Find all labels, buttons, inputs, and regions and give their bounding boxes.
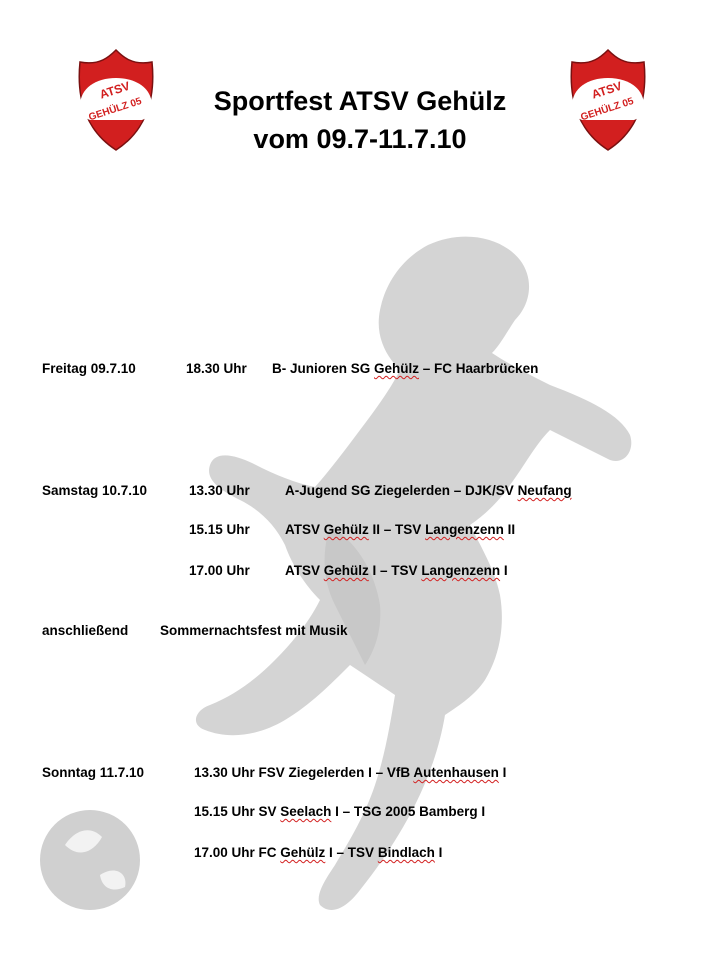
page-title — [150, 82, 570, 158]
saturday-day: Samstag 10.7.10 — [42, 483, 148, 498]
saturday-match-2 — [285, 522, 515, 537]
logo-text-line1: ATSV — [97, 78, 132, 102]
match-text: II — [503, 522, 516, 537]
sunday-match-3 — [194, 845, 442, 860]
saturday-match-1 — [285, 483, 572, 498]
saturday-time-1: 13.30 Uhr — [189, 483, 250, 498]
title-text: Sportfest ATSV Gehülz — [213, 86, 507, 116]
match-text: ATSV — [285, 522, 324, 537]
match-text: I — [500, 563, 508, 578]
logo-text-line2: GEHÜLZ 05 — [579, 95, 636, 124]
match-text: ATSV — [285, 563, 324, 578]
team-name: Autenhausen — [413, 765, 499, 780]
match-text: 15.15 Uhr SV — [194, 804, 281, 819]
match-text: 13.30 Uhr FSV Ziegelerden I – VfB — [194, 765, 414, 780]
friday-time: 18.30 Uhr — [186, 361, 247, 376]
friday-day: Freitag 09.7.10 — [42, 361, 136, 376]
match-text: 17.00 Uhr FC — [194, 845, 281, 860]
club-logo-right — [566, 48, 650, 152]
club-logo-left — [74, 48, 158, 152]
match-text: I — [434, 845, 443, 860]
team-name: Neufang — [517, 483, 572, 498]
match-text: B- Junioren SG — [272, 361, 375, 376]
team-name: Bindlach — [377, 845, 435, 860]
team-name: Langenzenn — [425, 522, 504, 537]
title-line-1 — [150, 82, 570, 120]
logo-text-line2: GEHÜLZ 05 — [87, 95, 144, 124]
match-text: – FC Haarbrücken — [419, 361, 539, 376]
friday-match — [272, 361, 538, 376]
match-text: A-Jugend SG Ziegelerden – DJK/SV — [285, 483, 518, 498]
logo-text-line1: ATSV — [589, 78, 624, 102]
saturday-time-3: 17.00 Uhr — [189, 563, 250, 578]
saturday-match-3 — [285, 563, 508, 578]
team-name: Gehülz — [323, 563, 369, 578]
match-text: I – TSV — [368, 563, 422, 578]
sunday-day: Sonntag 11.7.10 — [42, 765, 145, 780]
match-text: II – TSV — [368, 522, 426, 537]
afterwards-lead: anschließend — [42, 623, 129, 638]
team-name: Gehülz — [374, 361, 420, 376]
match-text: I — [498, 765, 507, 780]
team-name: Seelach — [280, 804, 332, 819]
team-name: Gehülz — [280, 845, 326, 860]
saturday-time-2: 15.15 Uhr — [189, 522, 250, 537]
sunday-match-2 — [194, 804, 485, 819]
match-text: I – TSG 2005 Bamberg I — [331, 804, 486, 819]
team-name: Langenzenn — [421, 563, 501, 578]
team-name: Gehülz — [323, 522, 369, 537]
afterwards-text: Sommernachtsfest mit Musik — [160, 623, 348, 638]
title-line-2: vom 09.7-11.7.10 — [253, 124, 467, 154]
match-text: I – TSV — [325, 845, 378, 860]
sunday-match-1 — [194, 765, 506, 780]
